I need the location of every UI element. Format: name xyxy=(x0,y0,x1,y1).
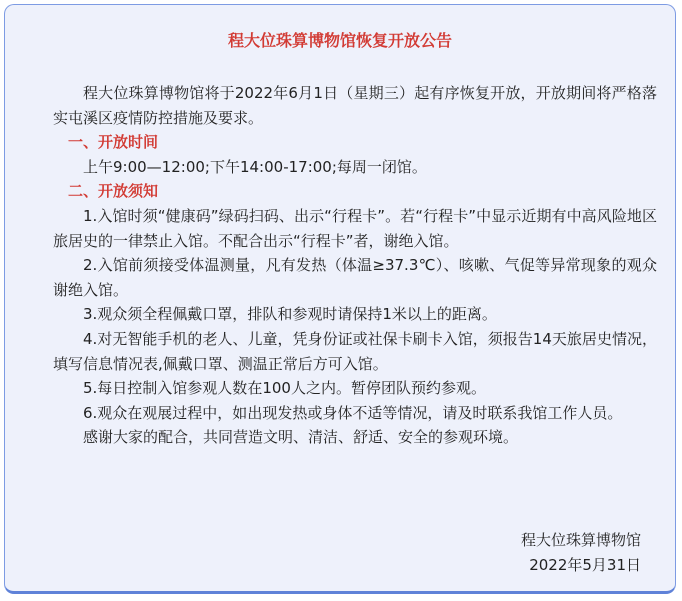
signature-date: 2022年5月31日 xyxy=(529,555,641,574)
opening-hours-text: 上午9:00—12:00;下午14:00-17:00;每周一闭馆。 xyxy=(83,157,427,176)
signature-organization: 程大位珠算博物馆 xyxy=(520,531,641,549)
signature-block xyxy=(521,528,641,577)
closing-paragraph: 感谢大家的配合，共同营造文明、清洁、舒适、安全的参观环境。 xyxy=(83,428,519,447)
notice-body xyxy=(53,81,657,450)
section-heading-opening-hours: 一、开放时间 xyxy=(68,133,159,152)
intro-paragraph: 程大位珠算博物馆将于2022年6月1日（星期三）起有序恢复开放，开放期间将严格落实屯溪区疫情防控措施及要求。 xyxy=(53,84,657,127)
section-heading-visitor-rules: 二、开放须知 xyxy=(68,182,159,201)
rule-item-5: 5.每日控制入馆参观人数在100人之内。暂停团队预约参观。 xyxy=(83,379,486,398)
rule-item-2: 2.入馆前须接受体温测量，凡有发热（体温≥37.3℃）、咳嗽、气促等异常现象的观众谢绝入馆。 xyxy=(53,256,657,299)
notice-title: 程大位珠算博物馆恢复开放公告 xyxy=(227,31,452,50)
rule-item-6: 6.观众在观展过程中，如出现发热或身体不适等情况，请及时联系我馆工作人员。 xyxy=(83,403,623,422)
rule-item-4: 4.对无智能手机的老人、儿童，凭身份证或社保卡刷卡入馆，须报告14天旅居史情况，填写信息情况表,佩戴口罩、测温正常后方可入馆。 xyxy=(53,329,657,373)
notice-card xyxy=(4,4,676,594)
rule-item-3: 3.观众须全程佩戴口罩，排队和参观时请保持1米以上的距离。 xyxy=(83,305,497,324)
rule-item-1: 1.入馆时须“健康码”绿码扫码、出示“行程卡”。若“行程卡”中显示近期有中高风险地区旅居史的一律禁止入馆。不配合出示“行程卡”者，谢绝入馆。 xyxy=(53,206,657,250)
